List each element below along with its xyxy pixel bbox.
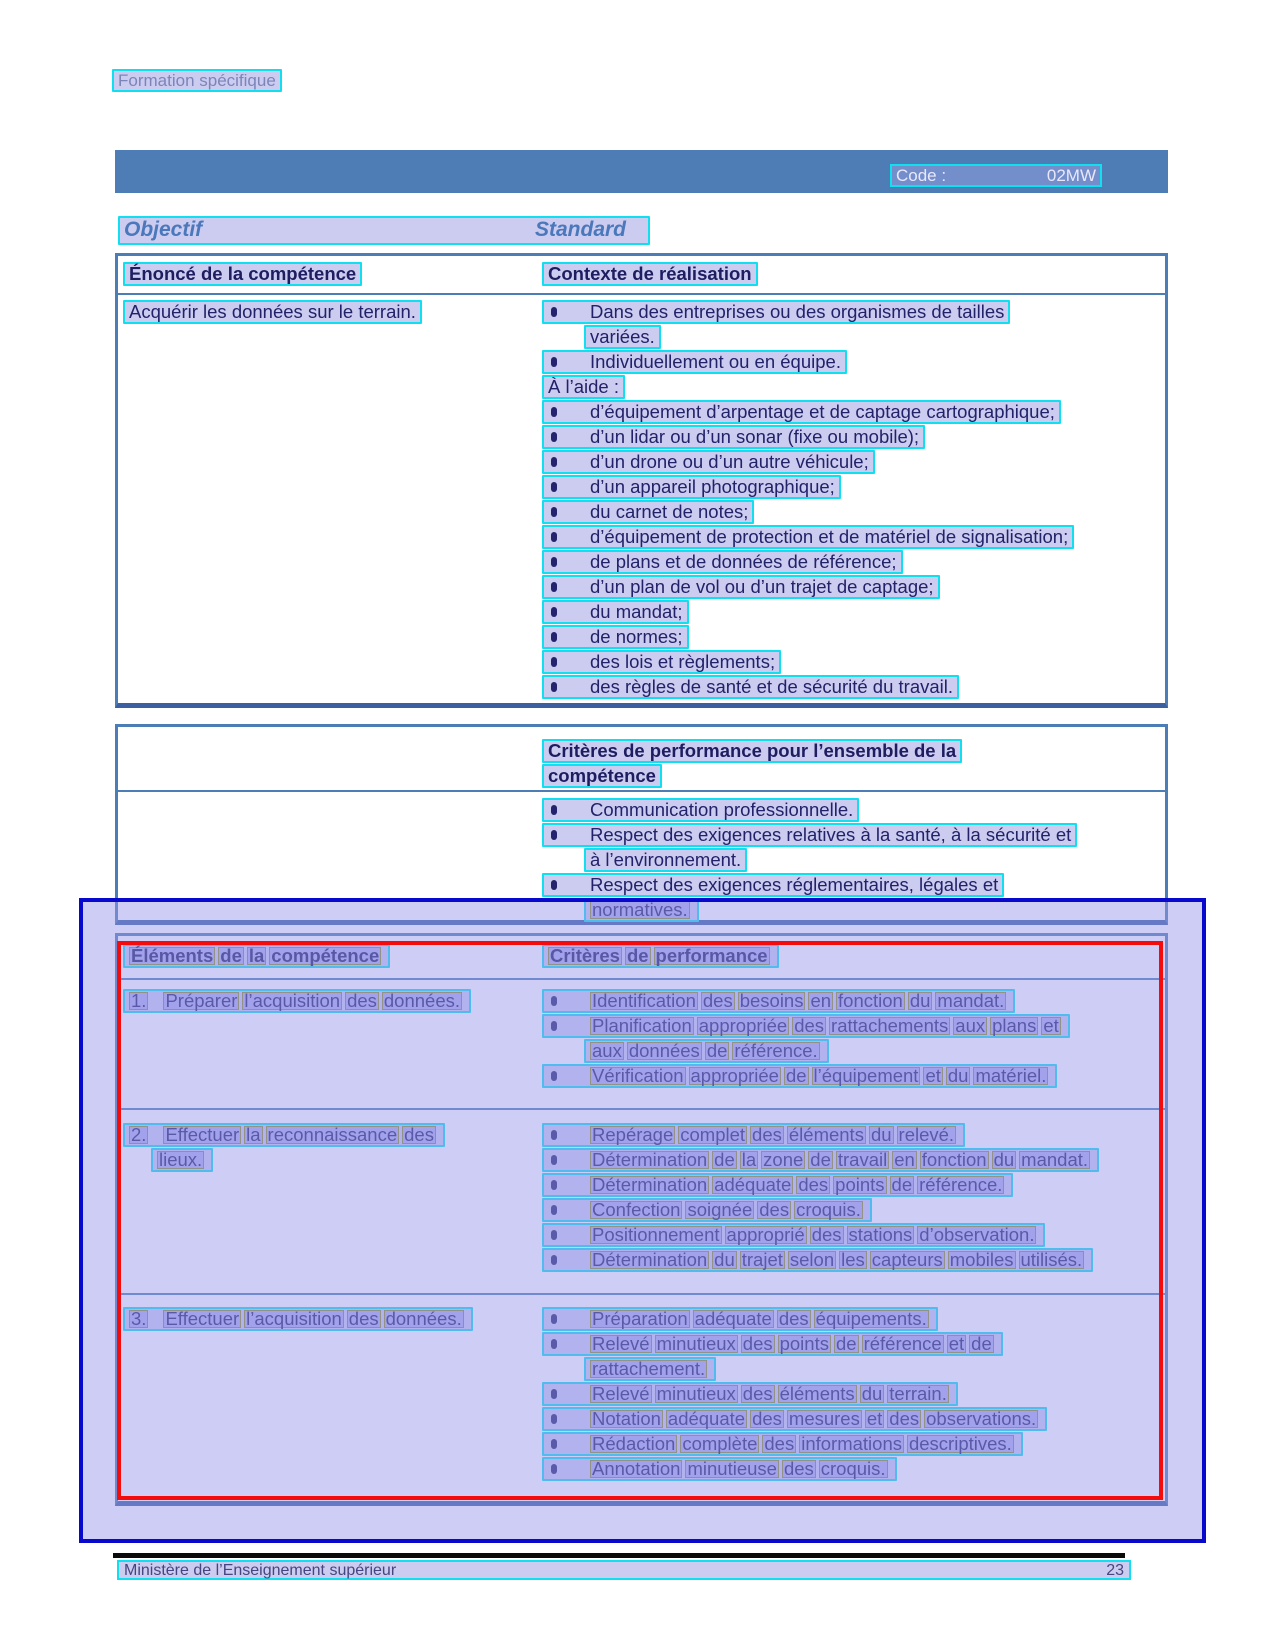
table2-header-cell bbox=[542, 739, 962, 789]
row-number: 1. bbox=[131, 990, 147, 1011]
criterion-line bbox=[584, 848, 1077, 873]
context-text: des règles de santé et de sécurité du travail. bbox=[590, 676, 954, 697]
footer-rule bbox=[113, 1553, 1125, 1558]
bullet-icon bbox=[551, 880, 557, 890]
context-text: d’un appareil photographique; bbox=[590, 476, 835, 497]
bullet-icon bbox=[551, 457, 557, 467]
context-text: variées. bbox=[590, 326, 655, 347]
col-header-criteres-ensemble-2: compétence bbox=[542, 764, 662, 788]
criterion-text: Relevé minutieux des éléments du terrain. bbox=[592, 1383, 947, 1404]
context-line bbox=[542, 675, 1074, 700]
highlight-box bbox=[542, 823, 1077, 847]
criterion-text: Relevé minutieux des points de référence et de bbox=[592, 1333, 992, 1354]
competence-text: Acquérir les données sur le terrain. bbox=[123, 300, 422, 324]
highlight-box bbox=[542, 350, 847, 374]
criterion-text: Communication professionnelle. bbox=[590, 799, 854, 820]
context-line bbox=[542, 375, 1074, 400]
criterion-text: Repérage complet des éléments du relevé. bbox=[592, 1124, 955, 1145]
criterion-text: Planification appropriée des rattachements aux plans et bbox=[592, 1015, 1059, 1036]
bullet-icon bbox=[551, 830, 557, 840]
bullet-icon bbox=[551, 307, 557, 317]
context-text: du mandat; bbox=[590, 601, 683, 622]
criterion-text: Positionnement approprié des stations d’observation. bbox=[592, 1224, 1035, 1245]
element-title: Effectuer la reconnaissance des bbox=[165, 1124, 434, 1145]
bullet-icon bbox=[551, 432, 557, 442]
context-text: d’équipement d’arpentage et de captage cartographique; bbox=[590, 401, 1055, 422]
highlight-box bbox=[542, 625, 689, 649]
col-header-criteres-ensemble: Critères de performance pour l’ensemble de la bbox=[542, 739, 962, 763]
context-line bbox=[584, 325, 1074, 350]
context-line bbox=[542, 350, 1074, 375]
criterion-text: Confection soignée des croquis. bbox=[592, 1199, 861, 1220]
bullet-icon bbox=[551, 657, 557, 667]
context-text: d’équipement de protection et de matériel de signalisation; bbox=[590, 526, 1069, 547]
context-line bbox=[542, 575, 1074, 600]
highlight-box bbox=[542, 500, 754, 524]
bullet-icon bbox=[551, 607, 557, 617]
context-text: d’un drone ou d’un autre véhicule; bbox=[590, 451, 869, 472]
highlight-box bbox=[118, 216, 650, 245]
title-banner bbox=[115, 150, 1168, 193]
criterion-text: Annotation minutieuse des croquis. bbox=[592, 1458, 886, 1479]
context-line bbox=[542, 625, 1074, 650]
criterion-text: aux données de référence. bbox=[592, 1040, 818, 1061]
highlight-box bbox=[542, 475, 841, 499]
highlight-box bbox=[542, 575, 940, 599]
criterion-line bbox=[542, 873, 1077, 898]
criterion-text: Détermination adéquate des points de référence. bbox=[592, 1174, 1003, 1195]
highlight-box bbox=[584, 848, 747, 872]
criterion-line bbox=[542, 798, 1077, 823]
criterion-text: Respect des exigences réglementaires, légales et bbox=[590, 874, 999, 895]
criterion-text: Détermination du trajet selon les capteurs mobiles utilisés. bbox=[592, 1249, 1083, 1270]
bullet-icon bbox=[551, 357, 557, 367]
bullet-icon bbox=[551, 507, 557, 517]
criterion-text: rattachement. bbox=[592, 1358, 706, 1379]
context-line bbox=[542, 300, 1074, 325]
criterion-text: Identification des besoins en fonction du mandat. bbox=[592, 990, 1005, 1011]
table-criteres-ensemble bbox=[115, 724, 1168, 925]
highlight-box bbox=[542, 650, 781, 674]
highlight-box bbox=[542, 675, 959, 699]
highlight-box bbox=[542, 600, 689, 624]
footer-text: Ministère de l’Enseignement supérieur bbox=[124, 1561, 397, 1579]
heading-standard: Standard bbox=[535, 218, 627, 241]
context-line bbox=[542, 450, 1074, 475]
code-box bbox=[890, 164, 1102, 187]
context-text: des lois et règlements; bbox=[590, 651, 776, 672]
highlight-box bbox=[542, 425, 925, 449]
context-line bbox=[542, 650, 1074, 675]
headings-row bbox=[118, 216, 650, 245]
footer bbox=[117, 1560, 1131, 1580]
bullet-icon bbox=[551, 582, 557, 592]
element-title: lieux. bbox=[159, 1149, 203, 1170]
code-value: 02MW bbox=[1046, 165, 1096, 185]
context-text: de plans et de données de référence; bbox=[590, 551, 897, 572]
row-number: 3. bbox=[131, 1308, 147, 1329]
bullet-icon bbox=[551, 557, 557, 567]
highlight-box bbox=[542, 450, 875, 474]
highlight-box bbox=[542, 525, 1074, 549]
criterion-text: Respect des exigences relatives à la santé, à la sécurité et bbox=[590, 824, 1072, 845]
competence-cell bbox=[123, 300, 422, 324]
table1-header bbox=[118, 256, 1165, 295]
bullet-icon bbox=[551, 805, 557, 815]
col-header-criteres: Critères de performance bbox=[542, 944, 779, 968]
context-line bbox=[542, 525, 1074, 550]
code-label: Code : bbox=[896, 165, 947, 185]
bullet-icon bbox=[551, 532, 557, 542]
col-header-contexte: Contexte de réalisation bbox=[542, 262, 758, 286]
page-number: 23 bbox=[1106, 1561, 1124, 1579]
element-title: Préparer l’acquisition des données. bbox=[165, 990, 461, 1011]
context-line bbox=[542, 500, 1074, 525]
context-line bbox=[542, 475, 1074, 500]
context-line bbox=[542, 400, 1074, 425]
context-text: À l’aide : bbox=[548, 376, 619, 397]
context-text: d’un plan de vol ou d’un trajet de captage; bbox=[590, 576, 934, 597]
context-text: du carnet de notes; bbox=[590, 501, 749, 522]
bullet-icon bbox=[551, 632, 557, 642]
table2-header bbox=[118, 727, 1165, 792]
bullet-icon bbox=[551, 482, 557, 492]
highlight-box bbox=[584, 325, 661, 349]
criterion-text: Vérification appropriée de l’équipement et du matériel. bbox=[592, 1065, 1047, 1086]
highlight-box bbox=[542, 550, 903, 574]
highlight-box bbox=[542, 798, 859, 822]
context-text: d’un lidar ou d’un sonar (fixe ou mobile); bbox=[590, 426, 920, 447]
criterion-text: Préparation adéquate des équipements. bbox=[592, 1308, 927, 1329]
criterion-text: Notation adéquate des mesures et des observations. bbox=[592, 1408, 1037, 1429]
context-text: de normes; bbox=[590, 626, 683, 647]
col-header-elements: Éléments de la compétence bbox=[123, 944, 390, 968]
criterion-line bbox=[542, 823, 1077, 848]
criterion-text: Détermination de la zone de travail en fonction du mandat. bbox=[592, 1149, 1089, 1170]
highlight-box bbox=[542, 300, 1010, 324]
element-title: Effectuer l’acquisition des données. bbox=[165, 1308, 462, 1329]
context-line bbox=[542, 425, 1074, 450]
criterion-text: à l’environnement. bbox=[590, 849, 742, 870]
highlight-box bbox=[542, 873, 1004, 897]
context-text: Dans des entreprises ou des organismes de tailles bbox=[590, 301, 1005, 322]
criterion-text: normatives. bbox=[592, 899, 688, 920]
heading-objectif: Objectif bbox=[124, 218, 203, 241]
bullet-icon bbox=[551, 682, 557, 692]
criterion-text: Rédaction complète des informations descriptives. bbox=[592, 1433, 1012, 1454]
context-line bbox=[542, 600, 1074, 625]
row-number: 2. bbox=[131, 1124, 147, 1145]
context-text: Individuellement ou en équipe. bbox=[590, 351, 841, 372]
col-header-enonce: Énoncé de la compétence bbox=[123, 262, 362, 286]
highlight-box bbox=[542, 375, 625, 399]
section-label-wrap bbox=[112, 69, 282, 92]
annotation-rect bbox=[117, 941, 1163, 1500]
bullet-icon bbox=[551, 407, 557, 417]
section-label: Formation spécifique bbox=[112, 69, 282, 92]
table-enonce-contexte bbox=[115, 253, 1168, 708]
contexte-cell bbox=[542, 300, 1074, 700]
context-line bbox=[542, 550, 1074, 575]
table1-body bbox=[118, 295, 1165, 703]
highlight-box bbox=[542, 400, 1061, 424]
